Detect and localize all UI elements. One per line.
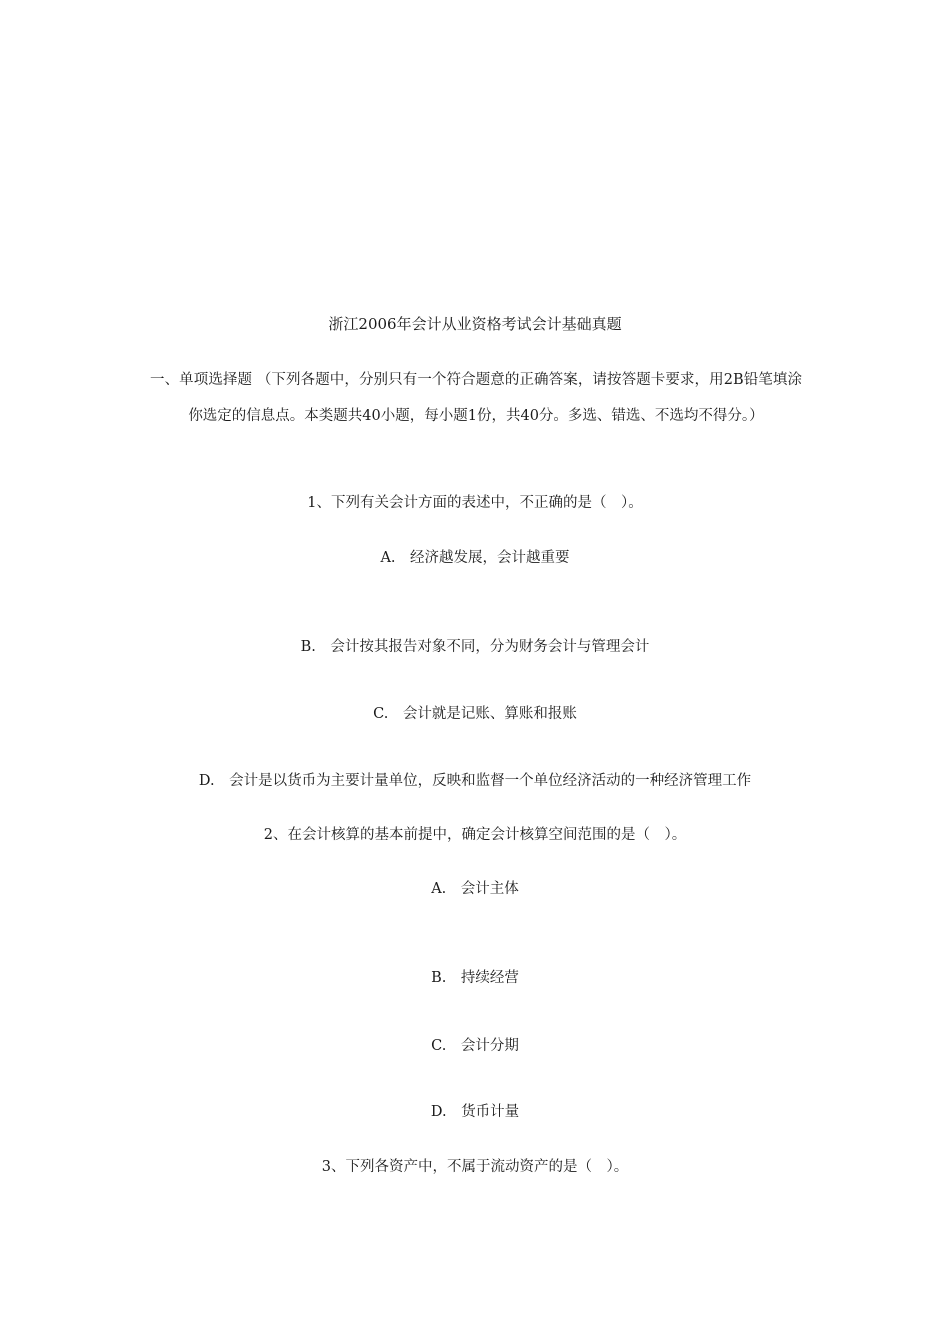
document-title: 浙江2006年会计从业资格考试会计基础真题 [328, 315, 622, 333]
question-1-option-a: A. 经济越发展，会计越重要 [380, 550, 570, 566]
question-2-option-b: B. 持续经营 [431, 970, 519, 986]
question-1-option-b: B. 会计按其报告对象不同，分为财务会计与管理会计 [300, 639, 650, 655]
question-2-option-c: C. 会计分期 [431, 1038, 519, 1054]
question-3-stem: 3、下列各资产中，不属于流动资产的是（ ）。 [321, 1159, 629, 1175]
question-1-stem: 1、下列有关会计方面的表述中，不正确的是（ ）。 [307, 495, 643, 511]
question-2-option-d: D. 货币计量 [430, 1104, 520, 1120]
question-1-option-c: C. 会计就是记账、算账和报账 [373, 706, 577, 722]
question-2-option-a: A. 会计主体 [431, 881, 519, 897]
section-instruction: 一、单项选择题 （下列各题中，分别只有一个符合题意的正确答案，请按答题卡要求，用2B铅笔填涂你选定的信息点。本类题共40小题，每小题1份，共40分。多选、错选、不选均不得分。） [150, 372, 802, 424]
question-2-stem: 2、在会计核算的基本前提中，确定会计核算空间范围的是（ ）。 [263, 827, 687, 843]
question-1-option-d: D. 会计是以货币为主要计量单位，反映和监督一个单位经济活动的一种经济管理工作 [198, 773, 752, 789]
